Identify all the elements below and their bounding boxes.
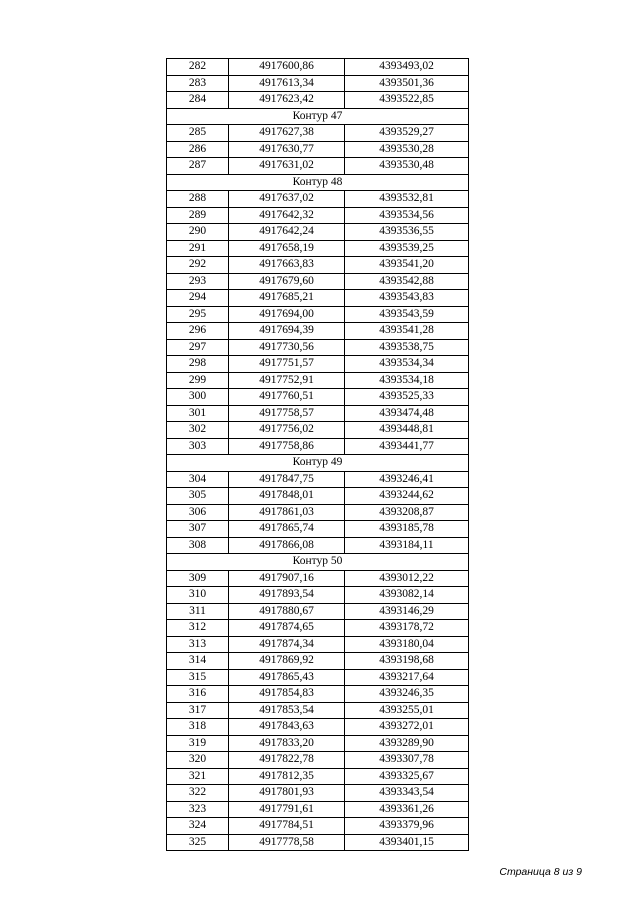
table-row (167, 488, 469, 505)
table-row (167, 356, 469, 373)
table-row (167, 207, 469, 224)
x-coordinate-cell: 4917853,54 (229, 702, 345, 719)
contour-label: Контур 50 (167, 554, 469, 571)
table-row (167, 570, 469, 587)
table-row (167, 158, 469, 175)
y-coordinate-cell: 4393541,20 (345, 257, 469, 274)
x-coordinate-cell: 4917642,32 (229, 207, 345, 224)
x-coordinate-cell: 4917833,20 (229, 735, 345, 752)
table-row (167, 125, 469, 142)
y-coordinate-cell: 4393542,88 (345, 273, 469, 290)
y-coordinate-cell: 4393543,83 (345, 290, 469, 307)
y-coordinate-cell: 4393146,29 (345, 603, 469, 620)
point-number-cell: 293 (167, 273, 229, 290)
point-number-cell: 306 (167, 504, 229, 521)
y-coordinate-cell: 4393185,78 (345, 521, 469, 538)
point-number-cell: 286 (167, 141, 229, 158)
point-number-cell: 295 (167, 306, 229, 323)
x-coordinate-cell: 4917756,02 (229, 422, 345, 439)
x-coordinate-cell: 4917880,67 (229, 603, 345, 620)
x-coordinate-cell: 4917778,58 (229, 834, 345, 851)
x-coordinate-cell: 4917866,08 (229, 537, 345, 554)
y-coordinate-cell: 4393246,41 (345, 471, 469, 488)
contour-header-row (167, 455, 469, 472)
point-number-cell: 283 (167, 75, 229, 92)
table-row (167, 620, 469, 637)
contour-label: Контур 47 (167, 108, 469, 125)
y-coordinate-cell: 4393534,56 (345, 207, 469, 224)
x-coordinate-cell: 4917679,60 (229, 273, 345, 290)
table-row (167, 471, 469, 488)
table-row (167, 75, 469, 92)
point-number-cell: 320 (167, 752, 229, 769)
x-coordinate-cell: 4917613,34 (229, 75, 345, 92)
y-coordinate-cell: 4393379,96 (345, 818, 469, 835)
contour-label: Контур 49 (167, 455, 469, 472)
x-coordinate-cell: 4917848,01 (229, 488, 345, 505)
point-number-cell: 317 (167, 702, 229, 719)
x-coordinate-cell: 4917752,91 (229, 372, 345, 389)
point-number-cell: 313 (167, 636, 229, 653)
x-coordinate-cell: 4917847,75 (229, 471, 345, 488)
x-coordinate-cell: 4917801,93 (229, 785, 345, 802)
table-row (167, 587, 469, 604)
x-coordinate-cell: 4917865,74 (229, 521, 345, 538)
point-number-cell: 284 (167, 92, 229, 109)
point-number-cell: 294 (167, 290, 229, 307)
y-coordinate-cell: 4393246,35 (345, 686, 469, 703)
x-coordinate-cell: 4917642,24 (229, 224, 345, 241)
y-coordinate-cell: 4393178,72 (345, 620, 469, 637)
point-number-cell: 316 (167, 686, 229, 703)
point-number-cell: 321 (167, 768, 229, 785)
x-coordinate-cell: 4917869,92 (229, 653, 345, 670)
table-row (167, 653, 469, 670)
y-coordinate-cell: 4393536,55 (345, 224, 469, 241)
point-number-cell: 296 (167, 323, 229, 340)
x-coordinate-cell: 4917907,16 (229, 570, 345, 587)
x-coordinate-cell: 4917812,35 (229, 768, 345, 785)
x-coordinate-cell: 4917623,42 (229, 92, 345, 109)
point-number-cell: 319 (167, 735, 229, 752)
point-number-cell: 287 (167, 158, 229, 175)
point-number-cell: 285 (167, 125, 229, 142)
y-coordinate-cell: 4393541,28 (345, 323, 469, 340)
point-number-cell: 292 (167, 257, 229, 274)
y-coordinate-cell: 4393307,78 (345, 752, 469, 769)
contour-label: Контур 48 (167, 174, 469, 191)
x-coordinate-cell: 4917630,77 (229, 141, 345, 158)
page-number: Страница 8 из 9 (499, 866, 582, 878)
x-coordinate-cell: 4917631,02 (229, 158, 345, 175)
y-coordinate-cell: 4393401,15 (345, 834, 469, 851)
table-row (167, 801, 469, 818)
point-number-cell: 305 (167, 488, 229, 505)
table-row (167, 224, 469, 241)
table-row (167, 785, 469, 802)
y-coordinate-cell: 4393217,64 (345, 669, 469, 686)
point-number-cell: 297 (167, 339, 229, 356)
y-coordinate-cell: 4393534,18 (345, 372, 469, 389)
x-coordinate-cell: 4917658,19 (229, 240, 345, 257)
table-row (167, 240, 469, 257)
x-coordinate-cell: 4917822,78 (229, 752, 345, 769)
y-coordinate-cell: 4393361,26 (345, 801, 469, 818)
y-coordinate-cell: 4393525,33 (345, 389, 469, 406)
point-number-cell: 299 (167, 372, 229, 389)
x-coordinate-cell: 4917865,43 (229, 669, 345, 686)
point-number-cell: 324 (167, 818, 229, 835)
table-row (167, 768, 469, 785)
contour-header-row (167, 108, 469, 125)
x-coordinate-cell: 4917760,51 (229, 389, 345, 406)
table-row (167, 92, 469, 109)
point-number-cell: 322 (167, 785, 229, 802)
table-row (167, 702, 469, 719)
table-row (167, 686, 469, 703)
point-number-cell: 312 (167, 620, 229, 637)
y-coordinate-cell: 4393272,01 (345, 719, 469, 736)
x-coordinate-cell: 4917791,61 (229, 801, 345, 818)
point-number-cell: 311 (167, 603, 229, 620)
y-coordinate-cell: 4393529,27 (345, 125, 469, 142)
y-coordinate-cell: 4393448,81 (345, 422, 469, 439)
table-row (167, 818, 469, 835)
y-coordinate-cell: 4393244,62 (345, 488, 469, 505)
point-number-cell: 309 (167, 570, 229, 587)
y-coordinate-cell: 4393198,68 (345, 653, 469, 670)
table-row (167, 306, 469, 323)
point-number-cell: 315 (167, 669, 229, 686)
y-coordinate-cell: 4393343,54 (345, 785, 469, 802)
x-coordinate-cell: 4917843,63 (229, 719, 345, 736)
table-row (167, 141, 469, 158)
coordinates-table-body (167, 59, 469, 851)
point-number-cell: 325 (167, 834, 229, 851)
x-coordinate-cell: 4917600,86 (229, 59, 345, 76)
y-coordinate-cell: 4393530,48 (345, 158, 469, 175)
contour-header-row (167, 554, 469, 571)
point-number-cell: 290 (167, 224, 229, 241)
table-row (167, 603, 469, 620)
y-coordinate-cell: 4393289,90 (345, 735, 469, 752)
x-coordinate-cell: 4917730,56 (229, 339, 345, 356)
y-coordinate-cell: 4393255,01 (345, 702, 469, 719)
y-coordinate-cell: 4393493,02 (345, 59, 469, 76)
table-row (167, 257, 469, 274)
point-number-cell: 298 (167, 356, 229, 373)
x-coordinate-cell: 4917758,57 (229, 405, 345, 422)
point-number-cell: 289 (167, 207, 229, 224)
y-coordinate-cell: 4393538,75 (345, 339, 469, 356)
point-number-cell: 282 (167, 59, 229, 76)
table-row (167, 504, 469, 521)
x-coordinate-cell: 4917694,39 (229, 323, 345, 340)
y-coordinate-cell: 4393543,59 (345, 306, 469, 323)
table-row (167, 59, 469, 76)
point-number-cell: 304 (167, 471, 229, 488)
table-row (167, 405, 469, 422)
x-coordinate-cell: 4917893,54 (229, 587, 345, 604)
x-coordinate-cell: 4917854,83 (229, 686, 345, 703)
table-row (167, 834, 469, 851)
y-coordinate-cell: 4393522,85 (345, 92, 469, 109)
point-number-cell: 307 (167, 521, 229, 538)
y-coordinate-cell: 4393325,67 (345, 768, 469, 785)
point-number-cell: 310 (167, 587, 229, 604)
y-coordinate-cell: 4393208,87 (345, 504, 469, 521)
y-coordinate-cell: 4393530,28 (345, 141, 469, 158)
x-coordinate-cell: 4917784,51 (229, 818, 345, 835)
table-row (167, 273, 469, 290)
x-coordinate-cell: 4917637,02 (229, 191, 345, 208)
table-row (167, 191, 469, 208)
table-row (167, 438, 469, 455)
point-number-cell: 318 (167, 719, 229, 736)
x-coordinate-cell: 4917861,03 (229, 504, 345, 521)
point-number-cell: 314 (167, 653, 229, 670)
y-coordinate-cell: 4393539,25 (345, 240, 469, 257)
y-coordinate-cell: 4393501,36 (345, 75, 469, 92)
x-coordinate-cell: 4917627,38 (229, 125, 345, 142)
table-row (167, 372, 469, 389)
y-coordinate-cell: 4393474,48 (345, 405, 469, 422)
point-number-cell: 323 (167, 801, 229, 818)
table-row (167, 752, 469, 769)
table-row (167, 422, 469, 439)
point-number-cell: 288 (167, 191, 229, 208)
contour-header-row (167, 174, 469, 191)
point-number-cell: 302 (167, 422, 229, 439)
y-coordinate-cell: 4393082,14 (345, 587, 469, 604)
table-row (167, 719, 469, 736)
y-coordinate-cell: 4393012,22 (345, 570, 469, 587)
x-coordinate-cell: 4917694,00 (229, 306, 345, 323)
y-coordinate-cell: 4393184,11 (345, 537, 469, 554)
point-number-cell: 291 (167, 240, 229, 257)
table-row (167, 669, 469, 686)
table-row (167, 290, 469, 307)
table-row (167, 339, 469, 356)
x-coordinate-cell: 4917758,86 (229, 438, 345, 455)
x-coordinate-cell: 4917874,34 (229, 636, 345, 653)
table-row (167, 735, 469, 752)
x-coordinate-cell: 4917685,21 (229, 290, 345, 307)
table-row (167, 323, 469, 340)
table-row (167, 636, 469, 653)
x-coordinate-cell: 4917751,57 (229, 356, 345, 373)
table-row (167, 537, 469, 554)
y-coordinate-cell: 4393441,77 (345, 438, 469, 455)
coordinates-table (166, 58, 469, 851)
point-number-cell: 301 (167, 405, 229, 422)
point-number-cell: 300 (167, 389, 229, 406)
point-number-cell: 308 (167, 537, 229, 554)
table-row (167, 521, 469, 538)
point-number-cell: 303 (167, 438, 229, 455)
x-coordinate-cell: 4917874,65 (229, 620, 345, 637)
y-coordinate-cell: 4393180,04 (345, 636, 469, 653)
y-coordinate-cell: 4393532,81 (345, 191, 469, 208)
y-coordinate-cell: 4393534,34 (345, 356, 469, 373)
x-coordinate-cell: 4917663,83 (229, 257, 345, 274)
table-row (167, 389, 469, 406)
